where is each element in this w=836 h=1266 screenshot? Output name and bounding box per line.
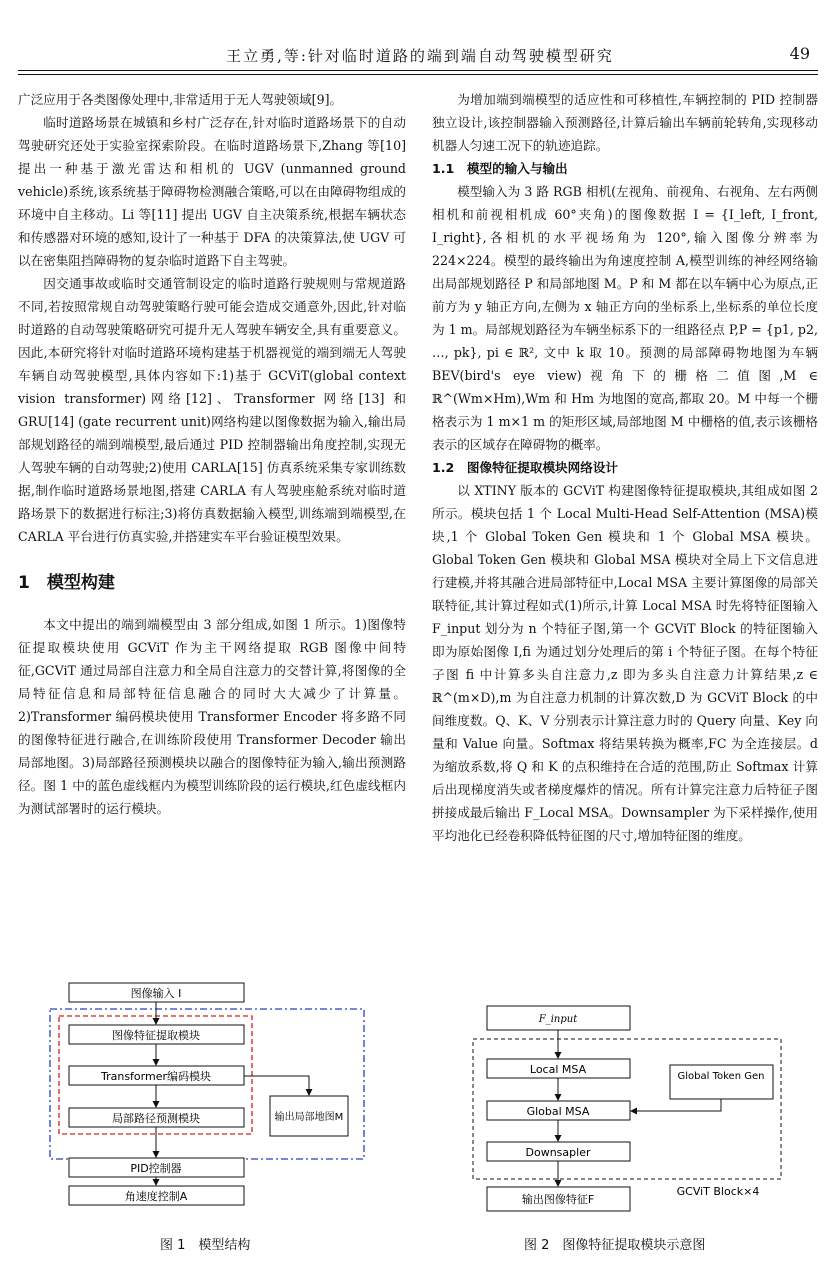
left-column [18,88,406,820]
block-label: GCViT Block×4 [676,1185,760,1198]
pid-box-label: PID控制器 [130,1162,182,1175]
figure-2-diagram [470,1003,790,1217]
downsampler-label: Downsapler [525,1146,591,1159]
figure-1-caption: 图 1 模型结构 [160,1238,251,1253]
global-msa-label: Global MSA [526,1105,590,1118]
input-box-label: F_input [538,1014,578,1025]
section-heading: 1 模型构建 [18,573,115,593]
arrow [244,1076,309,1095]
output-box-label: 输出图像特征F [521,1193,595,1206]
global-token-label: Global Token Gen [677,1071,765,1082]
figure-2-caption: 图 2 图像特征提取模块示意图 [524,1238,706,1253]
page-number: 49 [789,44,810,63]
header-rule [18,70,818,71]
path-box-label: 局部路径预测模块 [112,1112,200,1125]
subsection-heading: 1.2 图像特征提取模块网络设计 [432,460,619,475]
paragraph: 因交通事故或临时交通管制设定的临时道路行驶规则与常规道路不同,若按照常规自动驾驶策略行驶可能会造成交通意外,因此,针对临时道路的自动驾驶策略研究可提升无人驾驶车辆安全,具有重要意义。因此,本研究将针对临时道路环境构建基于机器视觉的端到端无人驾驶车辆自动驾驶模型,具体内容如下:1)基于 GCViT(global context vision transformer)网络[12]、Transformer 网络[13] 和 GRU[14] (gate recurrent unit)网络构建以图像数据为输入,输出局部规划路径的端到端模型,最后通过 PID 控制器输出角度控制,实现无人驾驶车辆的自动驾驶;2)使用 CARLA[15] 仿真系统采集专家训练数据,制作临时道路场景地图,搭建 CARLA 有人驾驶座舱系统对临时道路场景下的数据进行标注;3)将仿真数据输入模型,训练端到端模型,在 CARLA 平台进行仿真实验,并搭建实车平台验证模型效果。 [18,276,406,544]
paragraph: 本文中提出的端到端模型由 3 部分组成,如图 1 所示。1)图像特征提取模块使用 GCViT 作为主干网络提取 RGB 图像中间特征,GCViT 通过局部自注意力和全局自注意力的交替计算,将图像的全局特征信息和局部特征信息融合的同时大大减少了计算量。2)Transformer 编码模块使用 Transformer Encoder 将多路不同的图像特征进行融合,在训练阶段使用 Transformer Decoder 输出局部地图。3)局部路径预测模块以融合的图像特征为输入,输出预测路径。图 1 中的蓝色虚线框内为模型训练阶段的运行模块,红色虚线框内为测试部署时的运行模块。 [18,617,406,816]
paragraph: 为增加端到端模型的适应性和可移植性,车辆控制的 PID 控制器独立设计,该控制器输入预测路径,计算后输出车辆前轮转角,实现移动机器人匀速工况下的轨迹追踪。 [432,92,818,153]
arrow [631,1099,721,1111]
transformer-box-label: Transformer编码模块 [100,1070,212,1083]
running-header-title: 王立勇,等:针对临时道路的端到端自动驾驶模型研究 [226,47,614,65]
paragraph: 模型输入为 3 路 RGB 相机(左视角、前视角、右视角、左右两侧相机和前视相机成 60°夹角)的图像数据 I = {I_left, I_front, I_right},各相机的水平视场角为 120°,输入图像分辨率为 224×224。模型的最终输出为角速度控制 A,模型训练的神经网络输出局部规划路径 P 和局部地图 M。P 和 M 都在以车辆中心为原点,正前方为 y 轴正方向,左侧为 x 轴正方向的坐标系上,坐标系的单位长度为 1 m。局部规划路径为车辆坐标系下的一组路径点 P,P = {p1, p2, …, pk}, pi ∈ ℝ², 文中 k 取 10。预测的局部障碍物地图为车辆 BEV(bird's eye view)视角下的栅格二值图,M ∈ ℝ^(Wm×Hm),Wm 和 Hm 为地图的宽高,都取 20。M 中每一个栅格表示为 1 m×1 m 的矩形区域,局部地图 M 中栅格的值,表示该栅格表示的区域存在障碍物的概率。 [432,184,818,452]
header-rule-thin [18,74,818,75]
input-box-label: 图像输入 I [130,987,182,1000]
angular-box-label: 角速度控制A [124,1190,188,1203]
figure-1-diagram [48,980,366,1208]
paragraph: 以 XTINY 版本的 GCViT 构建图像特征提取模块,其组成如图 2 所示。模块包括 1 个 Local Multi-Head Self-Attention (MSA)模块,1 个 Global Token Gen 模块和 1 个 Global MSA 模块。Global Token Gen 模块和 Global MSA 模块对全局上下文信息进行建模,并将其融合进局部特征中,Local MSA 主要计算图像的局部关联特征,其计算过程如式(1)所示,计算 Local MSA 时先将特征图输入 F_input 划分为 n 个特征子图,第一个 GCViT Block 的特征图输入即为原始图像 I,fi 为通过划分处理后的第 i 个特征子图。在每个特征子图 fi 中计算多头自注意力,z 即为多头自注意力计算结果,z ∈ ℝ^(m×D),m 为自注意力机制的计算次数,D 为 GCViT Block 的中间维度数。Q、K、V 分别表示计算注意力时的 Query 向量、Key 向量和 Value 向量。Softmax 将结果转换为概率,FC 为全连接层。d 为缩放系数,将 Q 和 K 的点积维持在合适的范围,防止 Softmax 计算后出现梯度消失或者梯度爆炸的情况。所有计算完注意力后特征子图拼接成最后输出 F_Local MSA。Downsampler 为下采样操作,使用平均池化已经卷积降低特征图的尺寸,增加特征图的维度。 [432,483,818,843]
map-box-label: 输出局部地图M [274,1112,344,1123]
right-column [432,88,818,847]
paragraph: 临时道路场景在城镇和乡村广泛存在,针对临时道路场景下的自动驾驶研究还处于实验室探索阶段。在临时道路场景下,Zhang 等[10] 提出一种基于激光雷达和相机的 UGV (unmanned ground vehicle)系统,该系统基于障碍物检测融合策略,可以在由障碍物组成的环境中自主移动。Li 等[11] 提出 UGV 自主决策系统,根据车辆状态和传感器对环境的感知,设计了一种基于 DFA 的决策算法,使 UGV 可以在密集阻挡障碍物的复杂临时道路下自主驾驶。 [18,115,406,268]
feature-box-label: 图像特征提取模块 [112,1029,200,1042]
subsection-heading: 1.1 模型的输入与输出 [432,161,568,176]
local-msa-label: Local MSA [529,1063,587,1076]
paragraph: 广泛应用于各类图像处理中,非常适用于无人驾驶领域[9]。 [18,92,343,107]
